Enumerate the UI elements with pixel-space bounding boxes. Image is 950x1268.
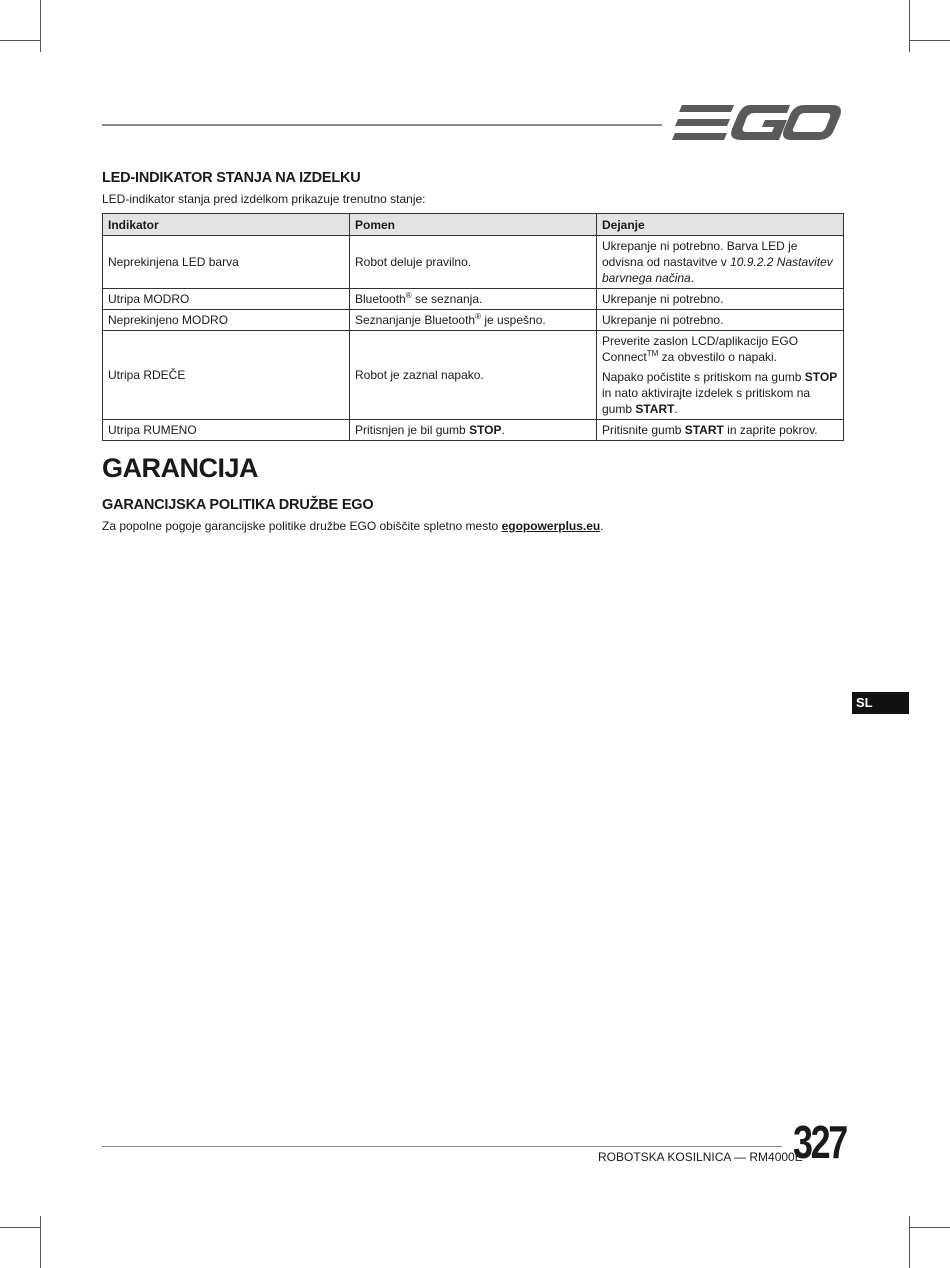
crop-mark xyxy=(40,1216,41,1268)
cell-dejanje: Preverite zaslon LCD/aplikacijo EGO Connect™ za obvestilo o napaki. Napako počistite s pritiskom na gumb STOP in nato aktivirajte izdelek s pritiskom na gumb START. xyxy=(597,331,844,420)
cell-pomen: Bluetooth® se seznanja. xyxy=(350,289,597,310)
cell-dejanje: Ukrepanje ni potrebno. Barva LED je odvisna od nastavitve v 10.9.2.2 Nastavitev barvnega načina. xyxy=(597,236,844,289)
table-row xyxy=(103,310,844,331)
crop-mark xyxy=(909,1216,910,1268)
ego-logo xyxy=(672,103,844,143)
section-title: LED-INDIKATOR STANJA NA IZDELKU xyxy=(102,170,361,186)
language-tab: SL xyxy=(852,692,909,714)
column-header-indikator: Indikator xyxy=(103,214,350,236)
footer-product: ROBOTSKA KOSILNICA — RM4000E xyxy=(598,1150,803,1164)
crop-mark xyxy=(909,0,910,52)
footer-rule xyxy=(102,1146,782,1147)
warranty-link[interactable]: egopowerplus.eu xyxy=(501,519,601,533)
crop-mark xyxy=(909,40,950,41)
table-row xyxy=(103,289,844,310)
cell-pomen: Robot je zaznal napako. xyxy=(350,331,597,420)
cell-indikator: Neprekinjena LED barva xyxy=(103,236,350,289)
table-header-row xyxy=(103,214,844,236)
table-row xyxy=(103,236,844,289)
crop-mark xyxy=(909,1227,950,1228)
page-number: 327 xyxy=(793,1116,846,1168)
cell-indikator: Neprekinjeno MODRO xyxy=(103,310,350,331)
cell-pomen: Seznanjanje Bluetooth® je uspešno. xyxy=(350,310,597,331)
cell-pomen: Robot deluje pravilno. xyxy=(350,236,597,289)
table-row xyxy=(103,331,844,420)
crop-mark xyxy=(40,0,41,52)
warranty-text: Za popolne pogoje garancijske politike družbe EGO obiščite spletno mesto egopowerplus.eu. xyxy=(102,519,604,533)
cell-indikator: Utripa MODRO xyxy=(103,289,350,310)
cell-dejanje: Ukrepanje ni potrebno. xyxy=(597,289,844,310)
cell-dejanje: Pritisnite gumb START in zaprite pokrov. xyxy=(597,420,844,441)
warranty-subheading: GARANCIJSKA POLITIKA DRUŽBE EGO xyxy=(102,497,374,513)
section-reference: 10.9.2.2 Nastavitev barvnega načina xyxy=(602,255,833,285)
led-indicator-table xyxy=(102,213,844,441)
cell-pomen: Pritisnjen je bil gumb STOP. xyxy=(350,420,597,441)
cell-indikator: Utripa RUMENO xyxy=(103,420,350,441)
column-header-pomen: Pomen xyxy=(350,214,597,236)
table-row xyxy=(103,420,844,441)
section-intro: LED-indikator stanja pred izdelkom prikazuje trenutno stanje: xyxy=(102,192,426,206)
column-header-dejanje: Dejanje xyxy=(597,214,844,236)
crop-mark xyxy=(0,40,40,41)
cell-dejanje: Ukrepanje ni potrebno. xyxy=(597,310,844,331)
crop-mark xyxy=(0,1227,40,1228)
warranty-heading: GARANCIJA xyxy=(102,453,259,483)
cell-indikator: Utripa RDEČE xyxy=(103,331,350,420)
header-rule xyxy=(102,124,662,126)
